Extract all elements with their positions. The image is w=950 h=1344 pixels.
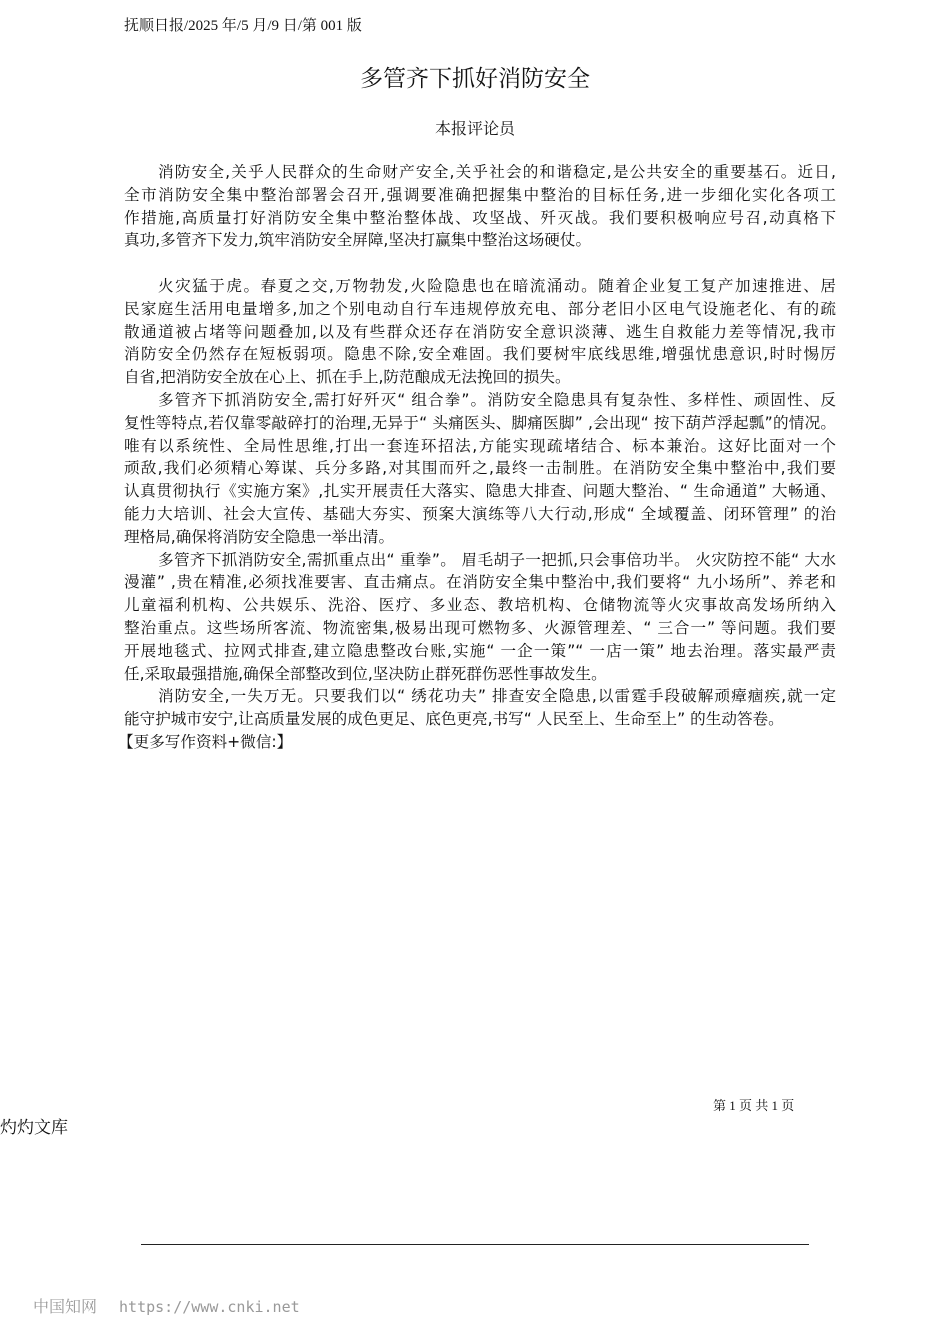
page-number: 第 1 页 共 1 页	[713, 1098, 795, 1113]
paragraph-line: 消防安全仍然存在短板弱项。隐患不除,安全难固。我们要树牢底线思维,增强忧患意识,时时惕厉	[124, 345, 836, 364]
footer-note: 【更多写作资料+微信:】	[118, 732, 293, 751]
paragraph-line: 全市消防安全集中整治部署会召开,强调要准确把握集中整治的目标任务,进一步细化实化各项工	[124, 185, 836, 204]
paragraph-line: 民家庭生活用电量增多,加之个别电动自行车违规停放充电、部分老旧小区电气设施老化、有的疏	[124, 299, 836, 318]
paragraph-gap	[124, 252, 836, 275]
paragraph-line: 消防安全,关乎人民群众的生命财产安全,关乎社会的和谐稳定,是公共安全的重要基石。近日,	[158, 163, 836, 181]
paragraph-line: 能力大培训、社会大宣传、基础大夯实、预案大演练等八大行动,形成“ 全域覆盖、闭环管理” 的治	[124, 504, 836, 523]
cnki-url-link[interactable]: https://www.cnki.net	[119, 1298, 300, 1316]
paragraph-line: 复性等特点,若仅靠零敲碎打的治理,无异于“ 头痛医头、脚痛医脚” ,会出现“ 按下葫芦浮起瓢”的情况。	[124, 413, 836, 432]
paragraph	[124, 549, 836, 686]
article-body	[118, 161, 836, 754]
article-title: 多管齐下抓好消防安全	[360, 66, 590, 92]
paragraph-line: 整治重点。这些场所客流、物流密集,极易出现可燃物多、火源管理差、“ 三合一” 等问题。我们要	[124, 618, 836, 637]
paragraph-line: 能守护城市安宁,让高质量发展的成色更足、底色更亮,书写“ 人民至上、生命至上” 的生动答卷。	[124, 710, 784, 729]
paragraph	[124, 161, 836, 252]
footer-divider	[141, 1244, 809, 1245]
paragraph-line: 顽敌,我们必须精心筹谋、兵分多路,对其围而歼之,最终一击制胜。在消防安全集中整治中,我们要	[124, 459, 836, 478]
article-author: 本报评论员	[434, 119, 515, 138]
paragraph-line: 自省,把消防安全放在心上、抓在手上,防范酿成无法挽回的损失。	[124, 368, 571, 387]
paragraph	[124, 275, 836, 389]
paragraph-line: 任,采取最强措施,确保全部整改到位,坚决防止群死群伤恶性事故发生。	[124, 664, 607, 683]
paragraph-line: 漫灌” ,贵在精准,必须找准要害、直击痛点。在消防安全集中整治中,我们要将“ 九小场所”、养老和	[124, 573, 836, 592]
cnki-site-name: 中国知网	[33, 1297, 98, 1316]
paragraph-line: 真功,多管齐下发力,筑牢消防安全屏障,坚决打赢集中整治这场硬仗。	[124, 231, 592, 250]
paragraph-line: 多管齐下抓消防安全,需抓重点出“ 重拳”。 眉毛胡子一把抓,只会事倍功半。 火灾防控不能“ 大水	[158, 550, 836, 569]
publication-source: 抚顺日报/2025 年/5 月/9 日/第 001 版	[124, 18, 362, 34]
paragraph	[124, 685, 836, 731]
paragraph	[124, 389, 836, 549]
paragraph-line: 作措施,高质量打好消防安全集中整治整体战、攻坚战、歼灭战。我们要积极响应号召,动真格下	[124, 208, 836, 227]
paragraph-line: 散通道被占堵等问题叠加,以及有些群众还存在消防安全意识淡薄、逃生自救能力差等情况,我市	[124, 322, 836, 341]
paragraph-line: 火灾猛于虎。春夏之交,万物勃发,火险隐患也在暗流涌动。随着企业复工复产加速推进、居	[158, 276, 836, 295]
brand-label: 灼灼文库	[0, 1118, 68, 1138]
paragraph-line: 理格局,确保将消防安全隐患一举出清。	[124, 527, 395, 546]
paragraph-line: 认真贯彻执行《实施方案》,扎实开展责任大落实、隐患大排查、问题大整治、“ 生命通道” 大畅通、	[124, 482, 836, 501]
cnki-watermark	[33, 1294, 300, 1317]
paragraph-line: 唯有以系统性、全局性思维,打出一套连环招法,方能实现疏堵结合、标本兼治。这好比面对一个	[124, 436, 836, 455]
paragraph-line: 儿童福利机构、公共娱乐、洗浴、医疗、多业态、教培机构、仓储物流等火灾事故高发场所纳入	[124, 596, 836, 615]
paragraph-line: 多管齐下抓消防安全,需打好歼灭“ 组合拳”。消防安全隐患具有复杂性、多样性、顽固性、反	[158, 390, 836, 409]
paragraph-line: 开展地毯式、拉网式排查,建立隐患整改台账,实施“ 一企一策”“ 一店一策” 地去治理。落实最严责	[124, 641, 836, 660]
paragraph-line: 消防安全,一失万无。只要我们以“ 绣花功夫” 排查安全隐患,以雷霆手段破解顽瘴痼疾,就一定	[158, 687, 836, 706]
